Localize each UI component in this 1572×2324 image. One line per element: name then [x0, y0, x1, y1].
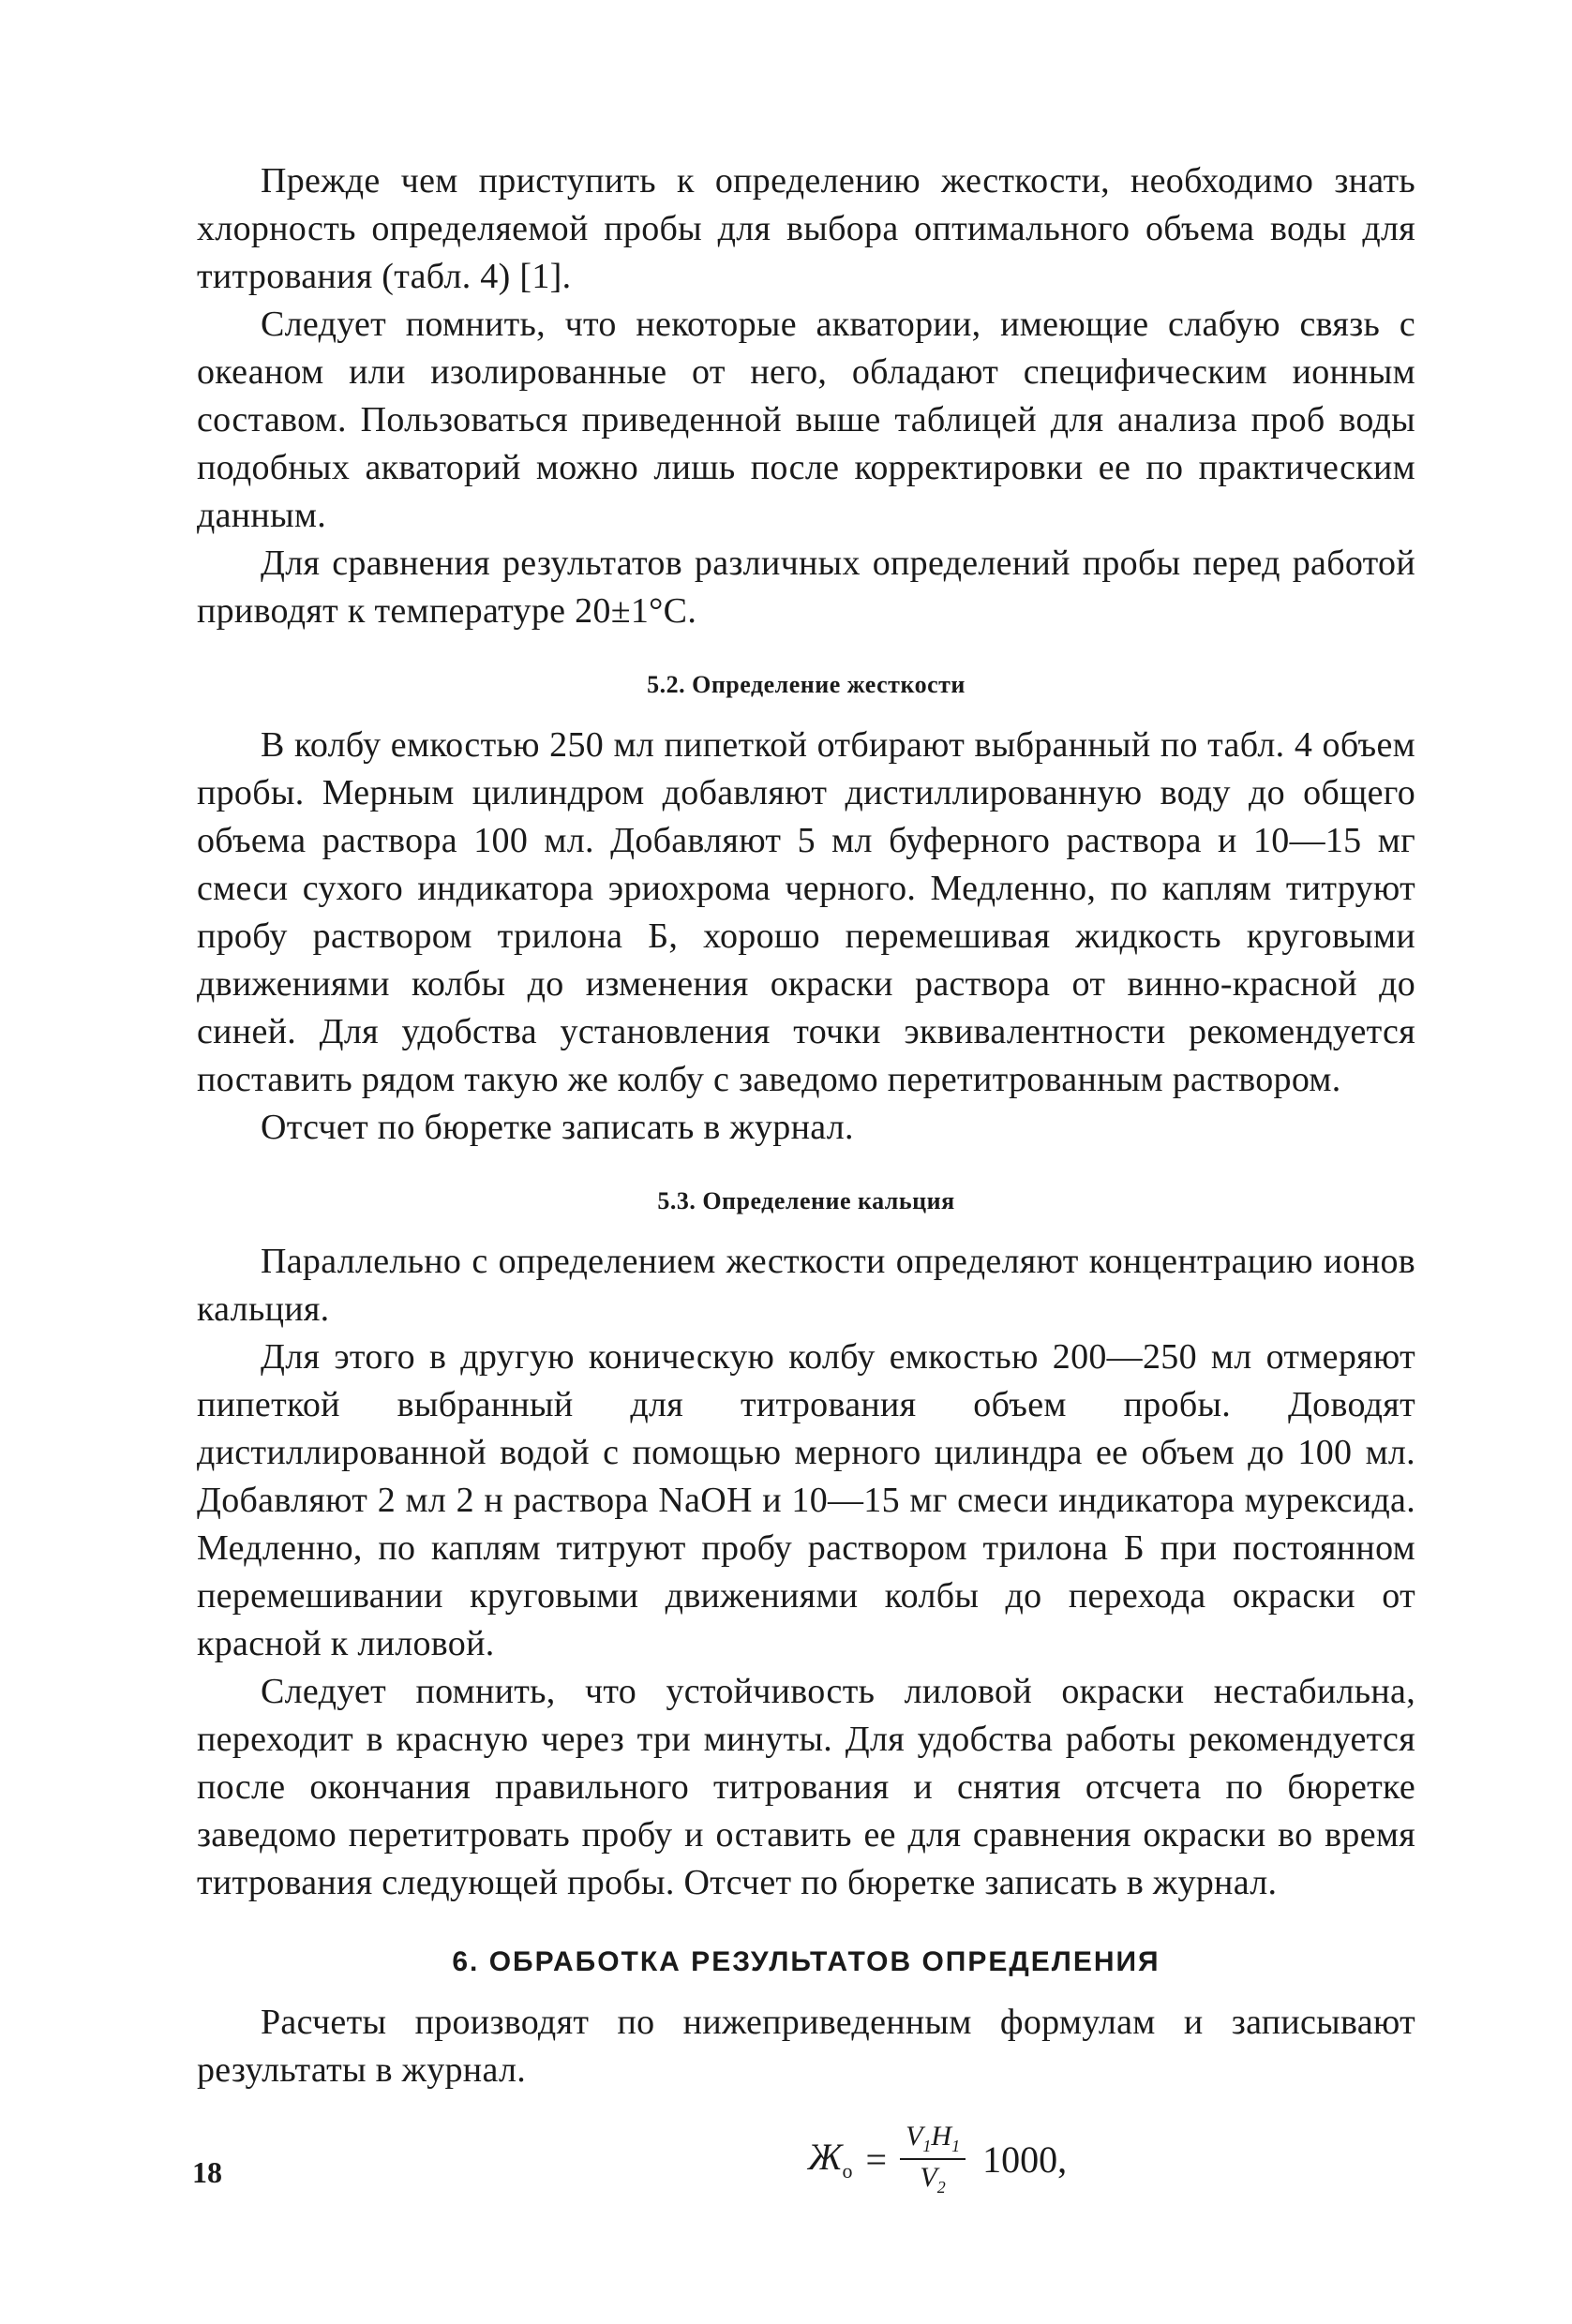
paragraph-temperature: Для сравнения результатов различных определений пробы перед работой приводят к температуре 20±1°С.	[197, 544, 1415, 631]
paragraph-chlorinity: Прежде чем приступить к определению жесткости, необходимо знать хлорность определяемой пробы для выбора оптимального объема воды для титрования (табл. 4) [1].	[197, 161, 1415, 296]
formula-fraction	[900, 2121, 966, 2197]
formula-numerator: $V_1Н_1$	[900, 2121, 966, 2160]
formula-lhs: $Ж_о$	[807, 2136, 853, 2182]
paragraph-hardness-procedure: В колбу емкостью 250 мл пипеткой отбирают выбранный по табл. 4 объем пробы. Мерным цилиндром добавляют дистиллированную воду до общего объема раствора 100 мл. Добавляют 5 мл буферного раствора и 10—15 мг смеси сухого индикатора эриохрома черного. Медленно, по каплям титруют пробу раствором трилона Б, хорошо перемешивая жидкость круговыми движениями колбы до изменения окраски раствора от винно-красной до синей. Для удобства установления точки эквивалентности рекомендуется поставить рядом такую же колбу с заведомо перетитрованным раствором.	[197, 725, 1415, 1099]
paragraph-calcium-procedure: Для этого в другую коническую колбу емкостью 200—250 мл отмеряют пипеткой выбранный для титрования объем пробы. Доводят дистиллированной водой с помощью мерного цилиндра ее объем до 100 мл. Добавляют 2 мл 2 н раствора NaOH и 10—15 мг смеси индикатора мурексида. Медленно, по каплям титруют пробу раствором трилона Б при постоянном перемешивании круговыми движениями колбы до перехода окраски от красной к лиловой.	[197, 1337, 1415, 1663]
formula-equals: =	[865, 2138, 888, 2181]
heading-5-3: 5.3. Определение кальция	[657, 1187, 955, 1214]
paragraph-special-waters: Следует помнить, что некоторые акватории, имеющие слабую связь с океаном или изолированные от него, обладают специфическим ионным составом. Пользоваться приведенной выше таблицей для анализа проб воды подобных акваторий можно лишь после корректировки ее по практическим данным.	[197, 305, 1415, 535]
formula-hardness	[197, 2121, 1415, 2224]
paragraph-calculation: Расчеты производят по нижеприведенным формулам и записывают результаты в журнал.	[197, 2003, 1415, 2090]
document-page	[197, 157, 1415, 2224]
paragraph-calcium-note: Следует помнить, что устойчивость лиловой окраски нестабильна, переходит в красную через три минуты. Для удобства работы рекомендуется после окончания правильного титрования и снятия отсчета по бюретке заведомо перетитровать пробу и оставить ее для сравнения окраски во время титрования следующей пробы. Отсчет по бюретке записать в журнал.	[197, 1672, 1415, 1902]
formula-multiplier: 1000,	[982, 2138, 1068, 2181]
paragraph-hardness-record: Отсчет по бюретке записать в журнал.	[261, 1108, 854, 1147]
page-number: 18	[192, 2155, 222, 2189]
heading-5-2: 5.2. Определение жесткости	[647, 671, 966, 698]
formula-denominator: $V_2$	[920, 2162, 946, 2197]
heading-6: 6. ОБРАБОТКА РЕЗУЛЬТАТОВ ОПРЕДЕЛЕНИЯ	[452, 1946, 1160, 1977]
paragraph-calcium-parallel: Параллельно с определением жесткости определяют концентрацию ионов кальция.	[197, 1242, 1415, 1329]
